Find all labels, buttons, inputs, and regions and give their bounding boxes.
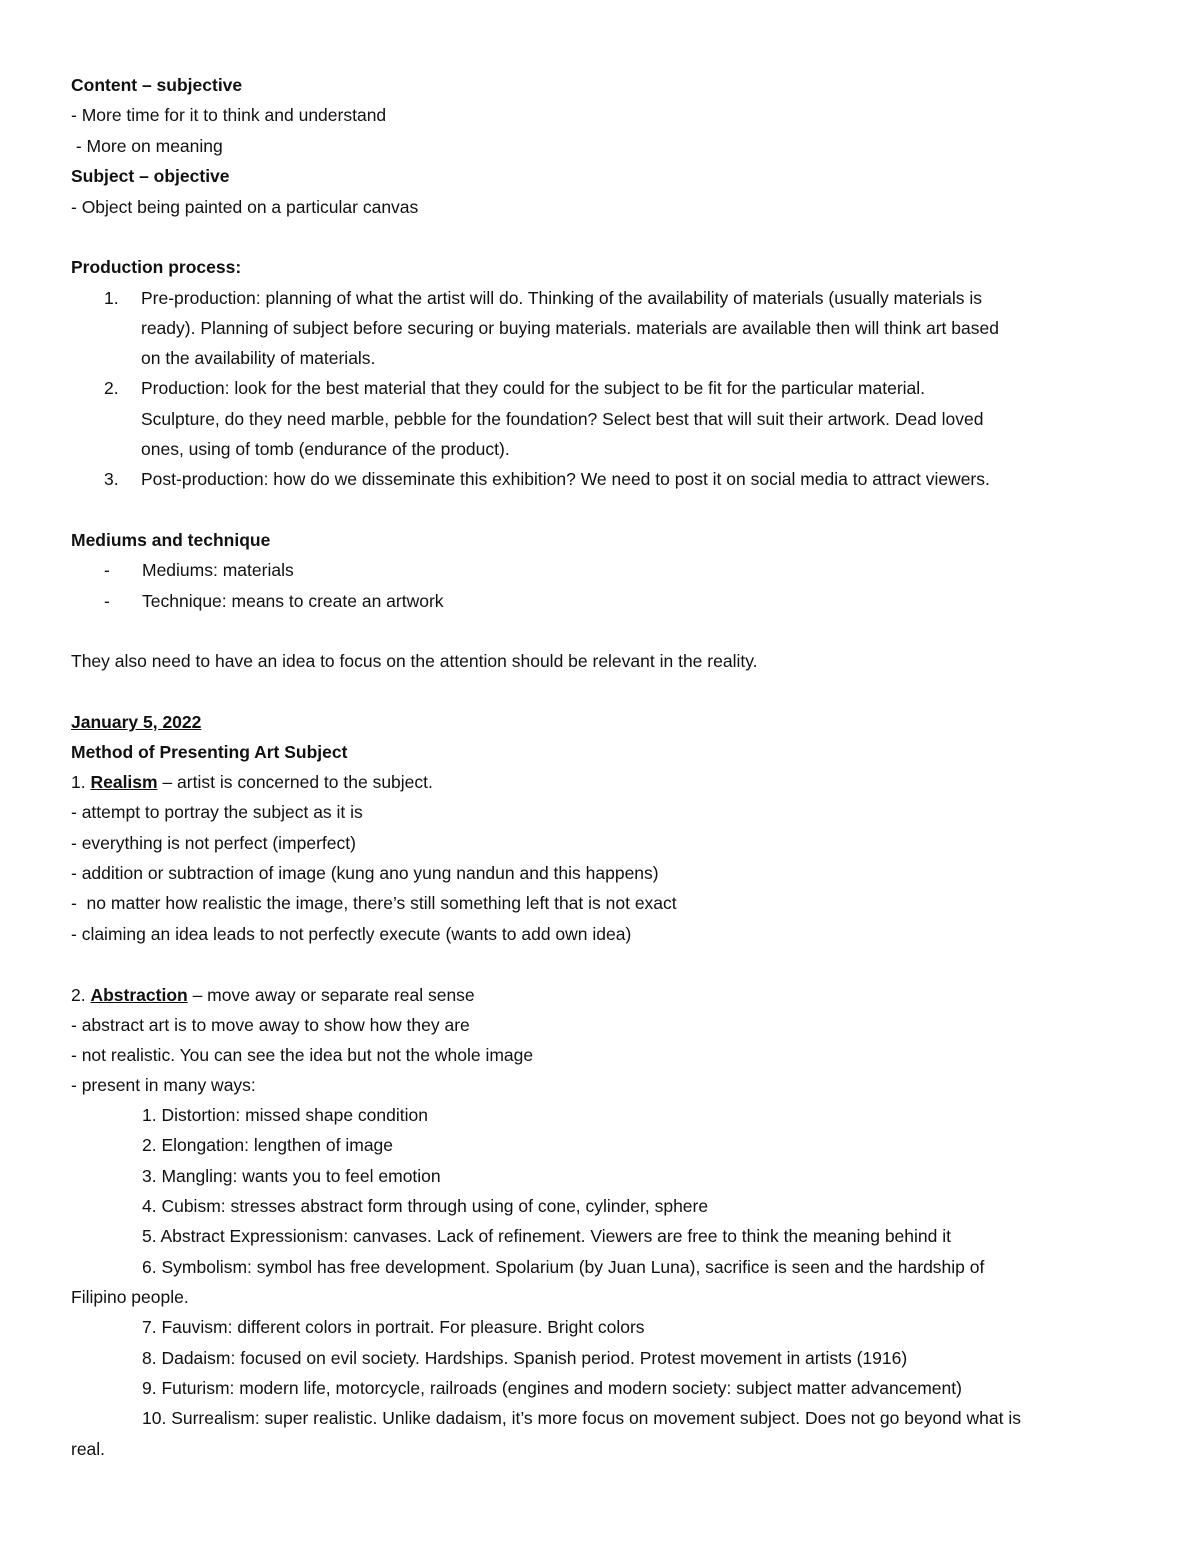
abstraction-way-10-continued: real. [71,1439,106,1459]
mediums-item-2: Technique: means to create an artwork [142,591,444,611]
content-point-2: - More on meaning [71,136,223,156]
realism-point-3: - addition or subtraction of image (kung ano yung nandun and this happens) [71,863,659,883]
realism-number: 1. [71,772,91,792]
abstraction-way-4: 4. Cubism: stresses abstract form through using of cone, cylinder, sphere [142,1196,709,1216]
production-item-1-line-3: on the availability of materials. [141,348,376,368]
content-heading: Content – subjective [71,75,243,95]
production-item-2-line-3: ones, using of tomb (endurance of the product). [141,439,510,459]
production-item-1-line-1: Pre-production: planning of what the artist will do. Thinking of the availability of materials (usually materials is [141,288,983,308]
abstraction-way-1: 1. Distortion: missed shape condition [142,1105,428,1125]
production-item-1-number: 1. [104,288,119,308]
abstraction-way-10: 10. Surrealism: super realistic. Unlike dadaism, it’s more focus on movement subject. Does not go beyond what is [142,1408,1021,1428]
mediums-bullet-1: - [104,560,110,580]
abstraction-line [71,984,475,1006]
abstraction-point-3: - present in many ways: [71,1075,256,1095]
abstraction-definition: – move away or separate real sense [187,985,475,1005]
date-heading: January 5, 2022 [71,712,202,732]
realism-term: Realism [90,772,158,792]
realism-point-4: - no matter how realistic the image, there’s still something left that is not exact [71,893,677,913]
production-item-3-number: 3. [104,469,119,489]
realism-point-5: - claiming an idea leads to not perfectly execute (wants to add own idea) [71,924,632,944]
production-item-2-line-1: Production: look for the best material that they could for the subject to be fit for the particular material. [141,378,926,398]
content-point-1: - More time for it to think and understand [71,105,387,125]
method-heading: Method of Presenting Art Subject [71,742,348,762]
abstraction-way-6-continued: Filipino people. [71,1287,189,1307]
abstraction-way-7: 7. Fauvism: different colors in portrait. For pleasure. Bright colors [142,1317,645,1337]
production-item-2-line-2: Sculpture, do they need marble, pebble for the foundation? Select best that will suit their artwork. Dead loved [141,409,984,429]
abstraction-number: 2. [71,985,91,1005]
abstraction-way-9: 9. Futurism: modern life, motorcycle, railroads (engines and modern society: subject matter advancement) [142,1378,962,1398]
subject-point-1: - Object being painted on a particular canvas [71,197,419,217]
abstraction-point-2: - not realistic. You can see the idea but not the whole image [71,1045,534,1065]
abstraction-way-2: 2. Elongation: lengthen of image [142,1135,394,1155]
subject-heading: Subject – objective [71,166,230,186]
mediums-heading: Mediums and technique [71,530,271,550]
abstraction-way-8: 8. Dadaism: focused on evil society. Hardships. Spanish period. Protest movement in artists (1916) [142,1348,908,1368]
production-item-3-line-1: Post-production: how do we disseminate this exhibition? We need to post it on social media to attract viewers. [141,469,990,489]
realism-point-2: - everything is not perfect (imperfect) [71,833,356,853]
idea-line: They also need to have an idea to focus on the attention should be relevant in the reality. [71,651,758,671]
realism-line [71,771,433,793]
production-item-1-line-2: ready). Planning of subject before securing or buying materials. materials are available then will think art based [141,318,999,338]
realism-definition: – artist is concerned to the subject. [157,772,433,792]
mediums-item-1: Mediums: materials [142,560,294,580]
mediums-bullet-2: - [104,591,110,611]
realism-point-1: - attempt to portray the subject as it is [71,802,363,822]
abstraction-point-1: - abstract art is to move away to show how they are [71,1015,470,1035]
production-heading: Production process: [71,257,242,277]
abstraction-way-3: 3. Mangling: wants you to feel emotion [142,1166,441,1186]
abstraction-way-5: 5. Abstract Expressionism: canvases. Lack of refinement. Viewers are free to think the meaning behind it [142,1226,951,1246]
abstraction-way-6: 6. Symbolism: symbol has free development. Spolarium (by Juan Luna), sacrifice is seen and the hardship of [142,1257,985,1277]
abstraction-term: Abstraction [90,985,188,1005]
production-item-2-number: 2. [104,378,119,398]
